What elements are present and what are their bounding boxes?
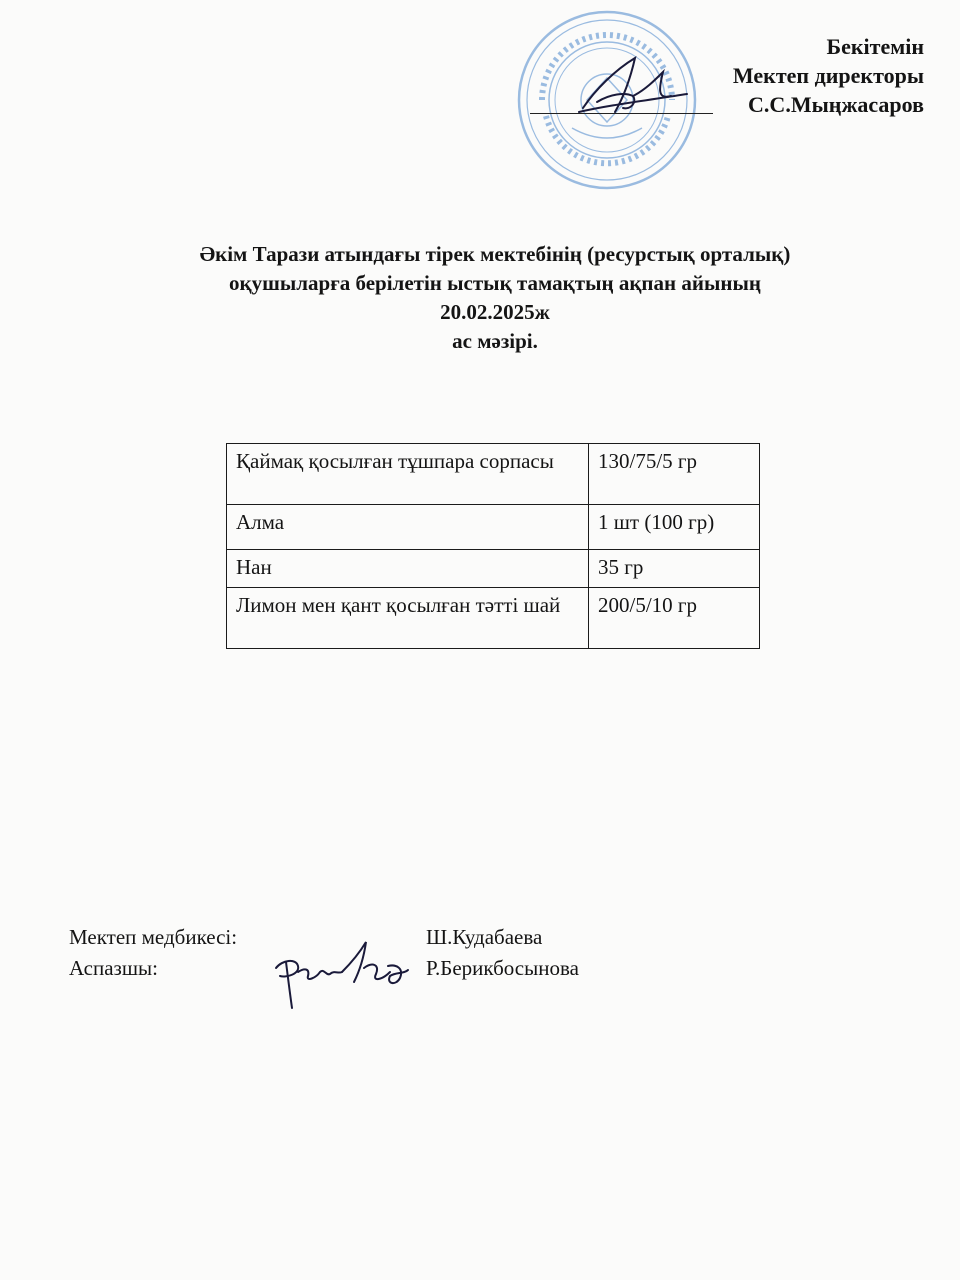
table-row — [227, 588, 760, 649]
portion-cell: 130/75/5 гр — [589, 444, 760, 505]
director-position: Мектеп директоры — [732, 63, 924, 88]
document-title — [0, 240, 960, 356]
approval-block — [733, 32, 924, 119]
nurse-name: Ш.Кудабаева — [426, 925, 543, 949]
title-line-1: Әкім Тарази атындағы тірек мектебінің (ресурстық орталық) — [199, 242, 791, 266]
table-row — [227, 444, 760, 505]
title-line-4: ас мәзірі. — [452, 329, 538, 353]
portion-cell: 35 гр — [589, 550, 760, 588]
menu-table — [226, 443, 760, 649]
cook-signature-icon — [268, 938, 413, 1013]
approve-word: Бекітемін — [826, 34, 924, 59]
portion-cell: 200/5/10 гр — [589, 588, 760, 649]
table-row — [227, 550, 760, 588]
director-name: С.С.Мыңжасаров — [748, 92, 924, 117]
dish-cell: Қаймақ қосылған тұшпара сорпасы — [227, 444, 589, 505]
dish-cell: Алма — [227, 505, 589, 550]
title-line-2: оқушыларға берілетін ыстық тамақтың ақпан айының — [229, 271, 761, 295]
director-signature-icon — [575, 50, 695, 122]
cook-role: Аспазшы: — [69, 956, 158, 980]
dish-cell: Лимон мен қант қосылған тәтті шай — [227, 588, 589, 649]
dish-cell: Нан — [227, 550, 589, 588]
table-row — [227, 505, 760, 550]
nurse-role: Мектеп медбикесі: — [69, 925, 238, 949]
signature-line — [530, 113, 713, 114]
portion-cell: 1 шт (100 гр) — [589, 505, 760, 550]
title-date: 20.02.2025ж — [440, 300, 550, 324]
cook-name: Р.Берикбосынова — [426, 956, 579, 980]
